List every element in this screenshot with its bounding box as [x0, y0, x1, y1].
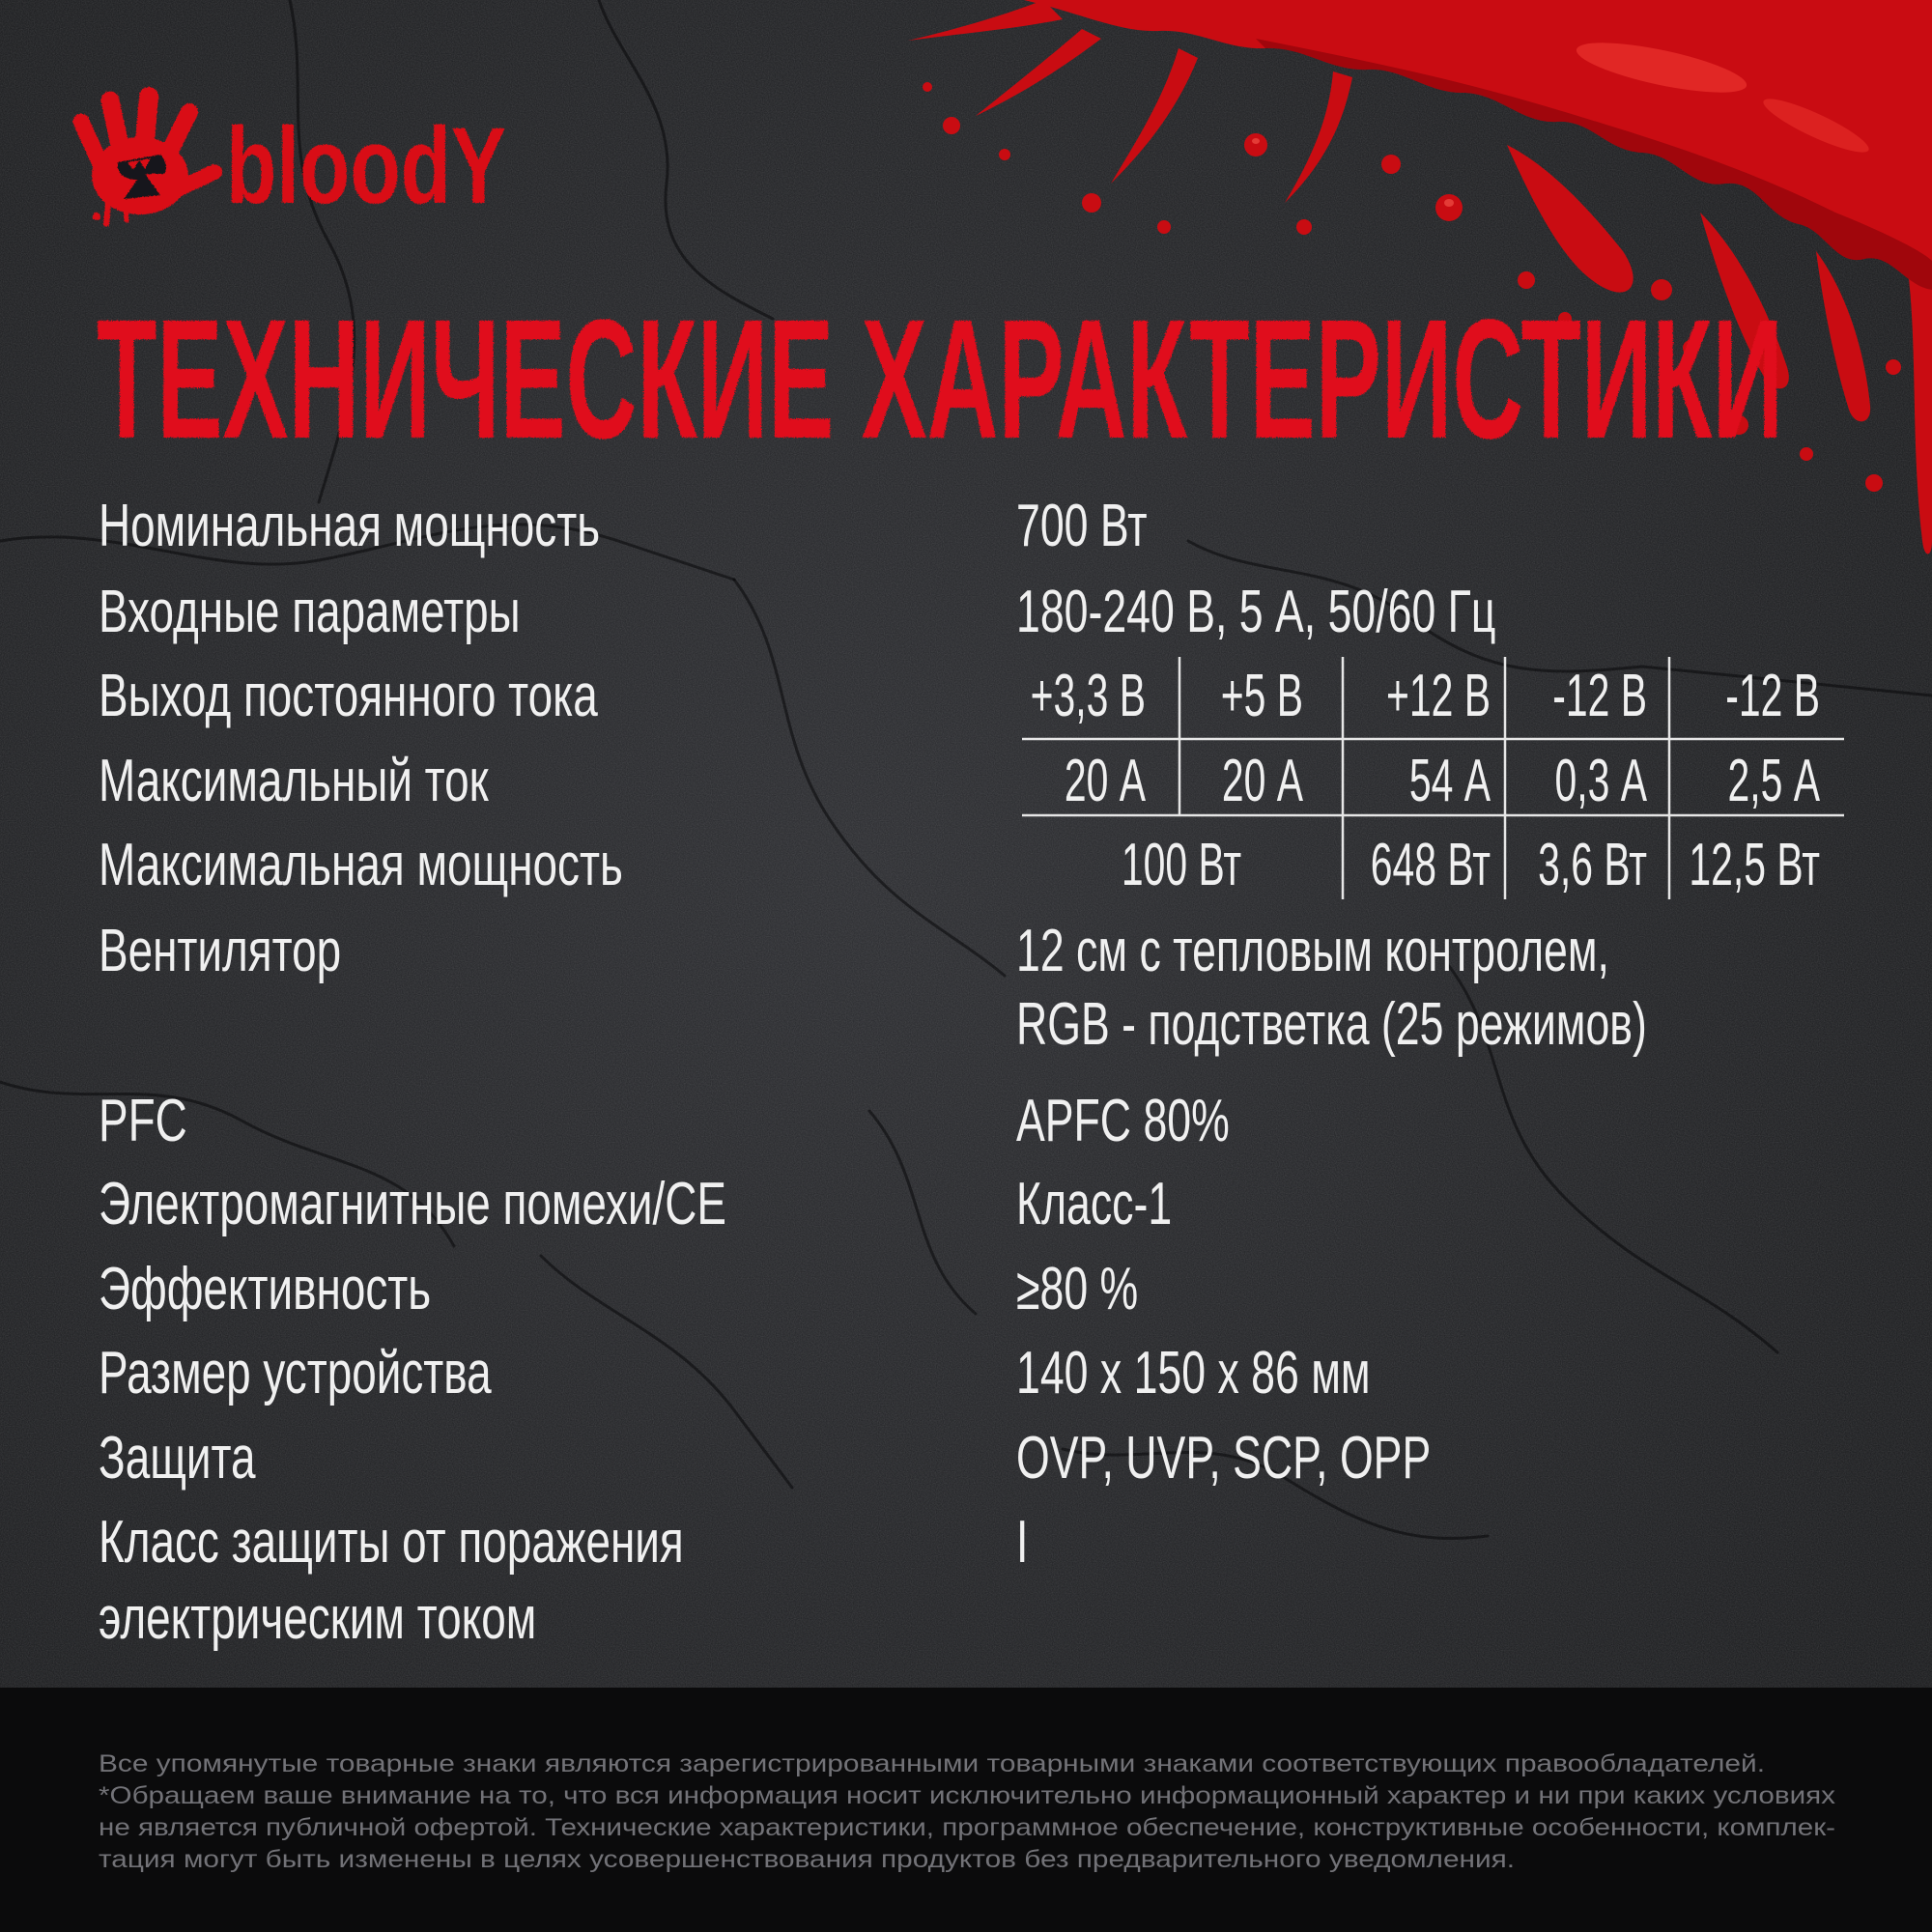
footer-line: Все упомянутые товарные знаки являются зарегистрированными товарными знаками соответствующих правообладателей.: [99, 1750, 1765, 1777]
spec-label-input: Входные параметры: [99, 578, 521, 645]
table-cell: 20 А: [1221, 747, 1303, 815]
spec-value-efficiency: ≥80 %: [1016, 1255, 1139, 1322]
table-cell: -12 В: [1552, 662, 1647, 730]
spec-value-pfc: APFC 80%: [1016, 1087, 1230, 1154]
table-cell: 0,3 А: [1554, 747, 1647, 815]
footer: [0, 1688, 1932, 1932]
table-cell: -12 В: [1725, 662, 1820, 730]
footer-line: тация могут быть изменены в целях усовершенствования продуктов без предварительного уведомления.: [99, 1846, 1515, 1873]
spec-value-input: 180-240 В, 5 А, 50/60 Гц: [1016, 578, 1496, 645]
spec-label-max-power: Максимальная мощность: [99, 831, 623, 898]
spec-label-shock-class: электрическим током: [99, 1584, 537, 1652]
table-cell: 3,6 Вт: [1538, 831, 1647, 899]
table-cell: 54 А: [1408, 747, 1491, 815]
page-title: ТЕХНИЧЕСКИЕ ХАРАКТЕРИСТИКИ: [97, 285, 1783, 474]
spec-value-nominal-power: 700 Вт: [1016, 492, 1148, 559]
table-cell: +12 В: [1385, 662, 1491, 730]
logo-wordmark: bloodY: [226, 105, 506, 226]
spec-label-efficiency: Эффективность: [99, 1255, 432, 1322]
table-cell: 648 Вт: [1370, 831, 1491, 899]
spec-label-max-current: Максимальный ток: [99, 747, 489, 814]
spec-label-size: Размер устройства: [99, 1339, 492, 1406]
spec-value-fan: 12 см с тепловым контролем,: [1016, 917, 1609, 984]
footer-line: не является публичной офертой. Технические характеристики, программное обеспечение, конструктивные особенности, комплек-: [99, 1814, 1836, 1841]
footer-line: *Обращаем ваше внимание на то, что вся информация носит исключительно информационный характер и ни при каких условиях: [99, 1782, 1836, 1809]
spec-label-emi: Электромагнитные помехи/CE: [99, 1170, 726, 1237]
spec-label-shock-class: Класс защиты от поражения: [99, 1508, 684, 1576]
spec-value-shock-class: I: [1016, 1508, 1029, 1576]
table-cell: +5 В: [1220, 662, 1303, 730]
spec-label-dc-output: Выход постоянного тока: [99, 662, 598, 729]
spec-value-size: 140 x 150 x 86 мм: [1016, 1339, 1371, 1406]
spec-value-protection: OVP, UVP, SCP, OPP: [1016, 1424, 1432, 1492]
brand-logo: [81, 97, 506, 226]
spec-label-pfc: PFC: [99, 1087, 187, 1154]
table-cell: 100 Вт: [1121, 831, 1242, 899]
spec-value-fan: RGB - подстветка (25 режимов): [1016, 990, 1647, 1058]
table-cell: 12,5 Вт: [1689, 831, 1820, 899]
table-cell: 2,5 А: [1727, 747, 1820, 815]
spec-label-protection: Защита: [99, 1424, 256, 1492]
table-cell: 20 А: [1064, 747, 1146, 815]
table-cell: +3,3 В: [1030, 662, 1146, 730]
footer-band: [0, 1688, 1932, 1932]
spec-label-nominal-power: Номинальная мощность: [99, 492, 601, 559]
spec-value-emi: Класс-1: [1016, 1170, 1173, 1237]
spec-label-fan: Вентилятор: [99, 917, 342, 984]
